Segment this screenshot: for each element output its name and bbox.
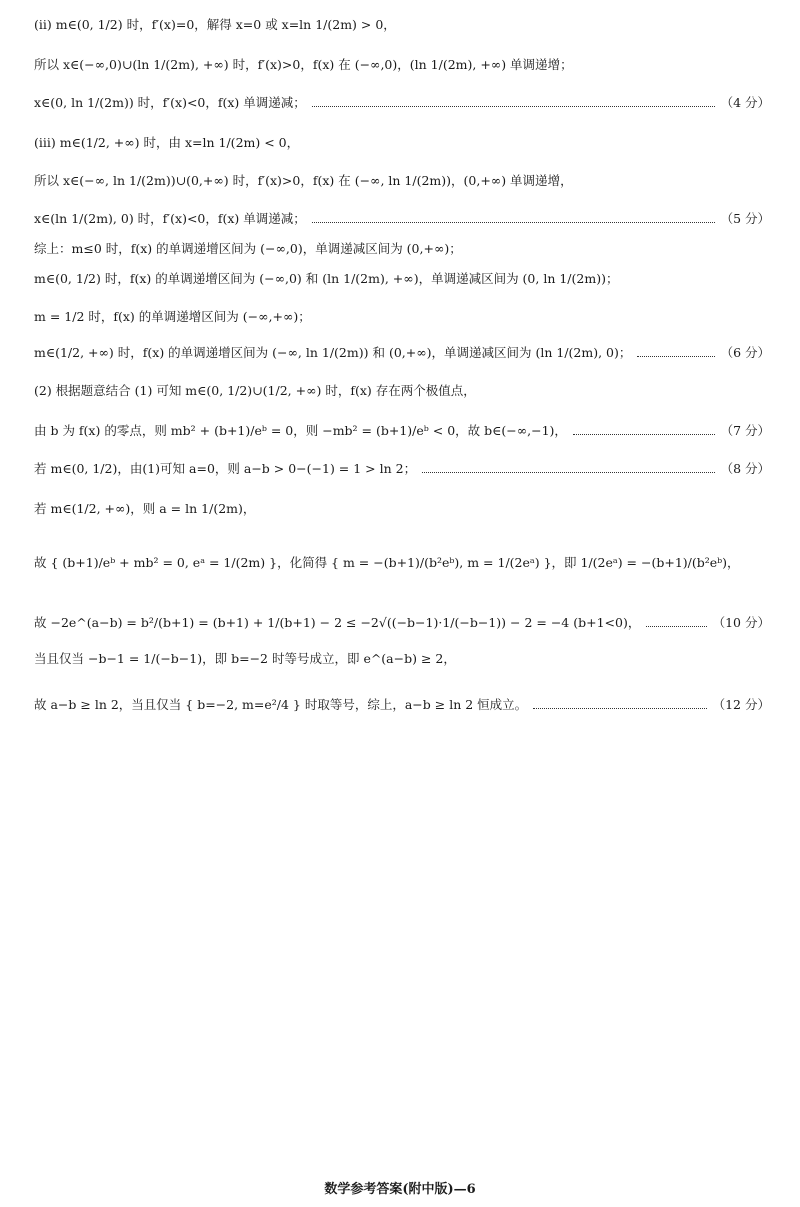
dot-leader <box>573 434 715 435</box>
dot-leader <box>533 708 706 709</box>
page-footer: 数学参考答案(附中版)—6 <box>324 1182 476 1197</box>
solution-line-5: 所以 x∈(−∞, ln 1/(2m))∪(0,+∞) 时，f′(x)>0，f(x) 在 (−∞, ln 1/(2m))，(0,+∞) 单调递增， <box>34 173 573 188</box>
score-mark: （7 分） <box>720 423 770 438</box>
solution-line-3: x∈(0, ln 1/(2m)) 时，f′(x)<0，f(x) 单调递减； （4 分） <box>34 95 770 110</box>
solution-line-6: x∈(ln 1/(2m), 0) 时，f′(x)<0，f(x) 单调递减； （5 分） <box>34 211 770 226</box>
score-mark: （5 分） <box>720 211 770 226</box>
solution-line-18: 故 a−b ≥ ln 2，当且仅当 { b=−2, m=e²/4 } 时取等号，综上，a−b ≥ ln 2 恒成立。 （12 分） <box>34 697 770 712</box>
solution-line-16: 故 −2e^(a−b) = b²/(b+1) = (b+1) + 1/(b+1) − 2 ≤ −2√((−b−1)·1/(−b−1)) − 2 = −4 (b+1<0)， （10 分） <box>34 615 770 630</box>
dot-leader <box>312 222 715 223</box>
score-mark: （10 分） <box>712 615 770 630</box>
solution-line-17: 当且仅当 −b−1 = 1/(−b−1)，即 b=−2 时等号成立，即 e^(a−b) ≥ 2， <box>34 651 456 666</box>
score-mark: （6 分） <box>720 345 770 360</box>
solution-line-13: 若 m∈(0, 1/2)，由(1)可知 a=0，则 a−b > 0−(−1) = 1 > ln 2； （8 分） <box>34 461 770 476</box>
solution-line-1: (ii) m∈(0, 1/2) 时，f′(x)=0，解得 x=0 或 x=ln 1/(2m) > 0， <box>34 17 396 32</box>
solution-line-15: 故 { (b+1)/eᵇ + mb² = 0, eᵃ = 1/(2m) }，化简得 { m = −(b+1)/(b²eᵇ), m = 1/(2eᵃ) }，即 1/(2eᵃ) = −(b+1)/(b²eᵇ)， <box>34 555 740 570</box>
solution-line-14: 若 m∈(1/2, +∞)，则 a = ln 1/(2m)， <box>34 501 256 516</box>
solution-line-9: m = 1/2 时，f(x) 的单调递增区间为 (−∞,+∞)； <box>34 309 311 324</box>
dot-leader <box>312 106 715 107</box>
dot-leader <box>637 356 714 357</box>
dot-leader <box>422 472 714 473</box>
solution-line-4: (iii) m∈(1/2, +∞) 时，由 x=ln 1/(2m) < 0， <box>34 135 300 150</box>
solution-line-12: 由 b 为 f(x) 的零点，则 mb² + (b+1)/eᵇ = 0，则 −mb² = (b+1)/eᵇ < 0，故 b∈(−∞,−1)， （7 分） <box>34 423 770 438</box>
solution-line-11: (2) 根据题意结合 (1) 可知 m∈(0, 1/2)∪(1/2, +∞) 时，f(x) 存在两个极值点， <box>34 383 476 398</box>
score-mark: （8 分） <box>720 461 770 476</box>
dot-leader <box>646 626 706 627</box>
solution-line-8: m∈(0, 1/2) 时，f(x) 的单调递增区间为 (−∞,0) 和 (ln 1/(2m), +∞)，单调递减区间为 (0, ln 1/(2m))； <box>34 271 619 286</box>
score-mark: （4 分） <box>720 95 770 110</box>
solution-line-7: 综上：m≤0 时，f(x) 的单调递增区间为 (−∞,0)，单调递减区间为 (0,+∞)； <box>34 241 462 256</box>
score-mark: （12 分） <box>712 697 770 712</box>
solution-line-2: 所以 x∈(−∞,0)∪(ln 1/(2m), +∞) 时，f′(x)>0，f(x) 在 (−∞,0)，(ln 1/(2m), +∞) 单调递增； <box>34 57 573 72</box>
solution-line-10: m∈(1/2, +∞) 时，f(x) 的单调递增区间为 (−∞, ln 1/(2m)) 和 (0,+∞)，单调递减区间为 (ln 1/(2m), 0)； （6 分） <box>34 345 770 360</box>
